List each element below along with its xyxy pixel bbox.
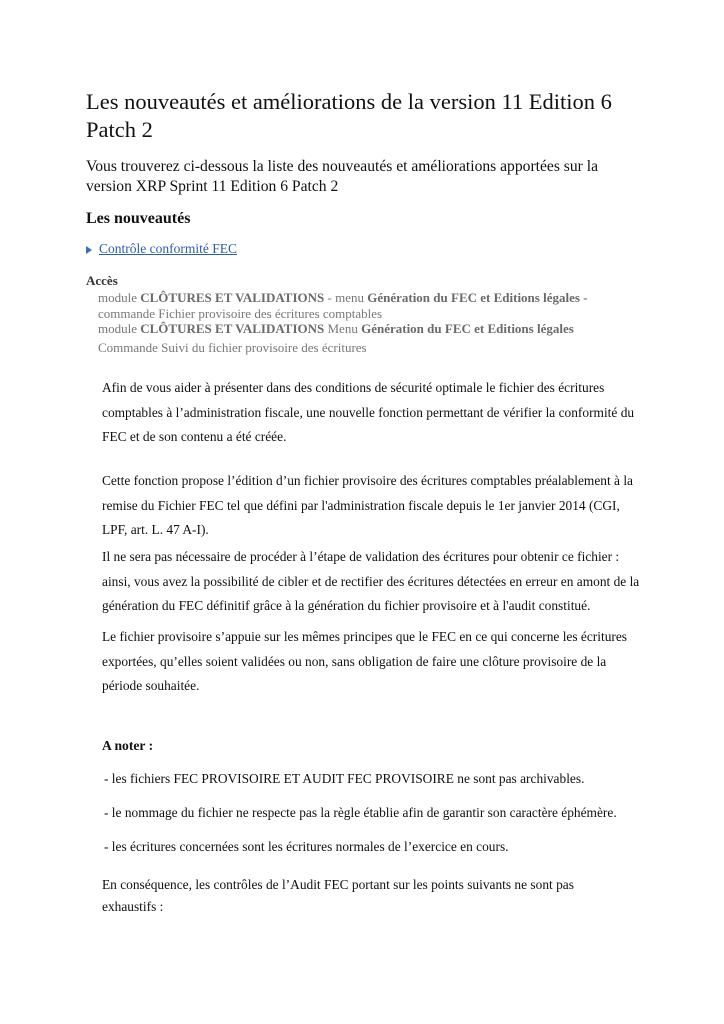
paragraph: Cette fonction propose l’édition d’un fichier provisoire des écritures comptables préalablement à la remise du Fichier FEC tel que défini par l'administration fiscale depuis le 1er janvier 2014 (CGI, LPF, art. L. 47 A-I). bbox=[102, 473, 633, 537]
acces-path-line-3 bbox=[98, 321, 658, 337]
acces-paths bbox=[98, 290, 658, 355]
acces-text: Menu bbox=[324, 321, 362, 336]
feature-link-row bbox=[86, 240, 237, 258]
acces-menu: Génération du FEC et Editions légales bbox=[367, 290, 580, 305]
note-title: A noter : bbox=[102, 738, 154, 753]
note-list-item: - le nommage du fichier ne respecte pas la règle établie afin de garantir son caractère éphémère. bbox=[104, 805, 617, 820]
intro-text: Vous trouverez ci-dessous la liste des nouveautés et améliorations apportées sur la version XRP Sprint 11 Edition 6 Patch 2 bbox=[86, 158, 598, 195]
acces-module: CLÔTURES ET VALIDATIONS bbox=[140, 290, 325, 305]
note-list-item: - les fichiers FEC PROVISOIRE ET AUDIT FEC PROVISOIRE ne sont pas archivables. bbox=[104, 771, 585, 786]
controle-conformite-fec-link[interactable]: Contrôle conformité FEC bbox=[99, 241, 237, 256]
acces-text: - bbox=[579, 290, 588, 305]
conclusion-text: En conséquence, les contrôles de l’Audit FEC portant sur les points suivants ne sont pas exhaustifs : bbox=[102, 877, 574, 914]
acces-text: module bbox=[98, 321, 141, 336]
acces-module: CLÔTURES ET VALIDATIONS bbox=[140, 321, 325, 336]
acces-path-line-4: Commande Suivi du fichier provisoire des écritures bbox=[98, 339, 367, 355]
paragraph: Le fichier provisoire s’appuie sur les mêmes principes que le FEC en ce qui concerne les écritures exportées, qu’elles soient validées ou non, sans obligation de faire une clôture provisoire de la période souhaitée. bbox=[102, 629, 628, 693]
acces-text: - menu bbox=[324, 290, 368, 305]
note-list-item: - les écritures concernées sont les écritures normales de l’exercice en cours. bbox=[104, 839, 509, 854]
acces-path-line-2: commande Fichier provisoire des écritures comptables bbox=[98, 305, 383, 321]
acces-label: Accès bbox=[86, 273, 118, 288]
acces-text: module bbox=[98, 290, 141, 305]
acces-menu: Génération du FEC et Editions légales bbox=[361, 321, 574, 336]
paragraph: Afin de vous aider à présenter dans des conditions de sécurité optimale le fichier des écritures comptables à l’administration fiscale, une nouvelle fonction permettant de vérifier la conformité du FEC et de son contenu a été créée. bbox=[102, 380, 635, 444]
triangle-bullet-icon bbox=[86, 246, 92, 254]
paragraph: Il ne sera pas nécessaire de procéder à l’étape de validation des écritures pour obtenir ce fichier : ainsi, vous avez la possibilité de cibler et de rectifier des écritures détectées en erreur en amont de la génération du FEC définitif grâce à la génération du fichier provisoire et à l'audit constitué. bbox=[102, 549, 640, 613]
page-title: Les nouveautés et améliorations de la version 11 Edition 6 Patch 2 bbox=[86, 89, 612, 142]
section-heading-nouveautes: Les nouveautés bbox=[86, 210, 191, 227]
acces-path-line-1 bbox=[98, 290, 658, 306]
